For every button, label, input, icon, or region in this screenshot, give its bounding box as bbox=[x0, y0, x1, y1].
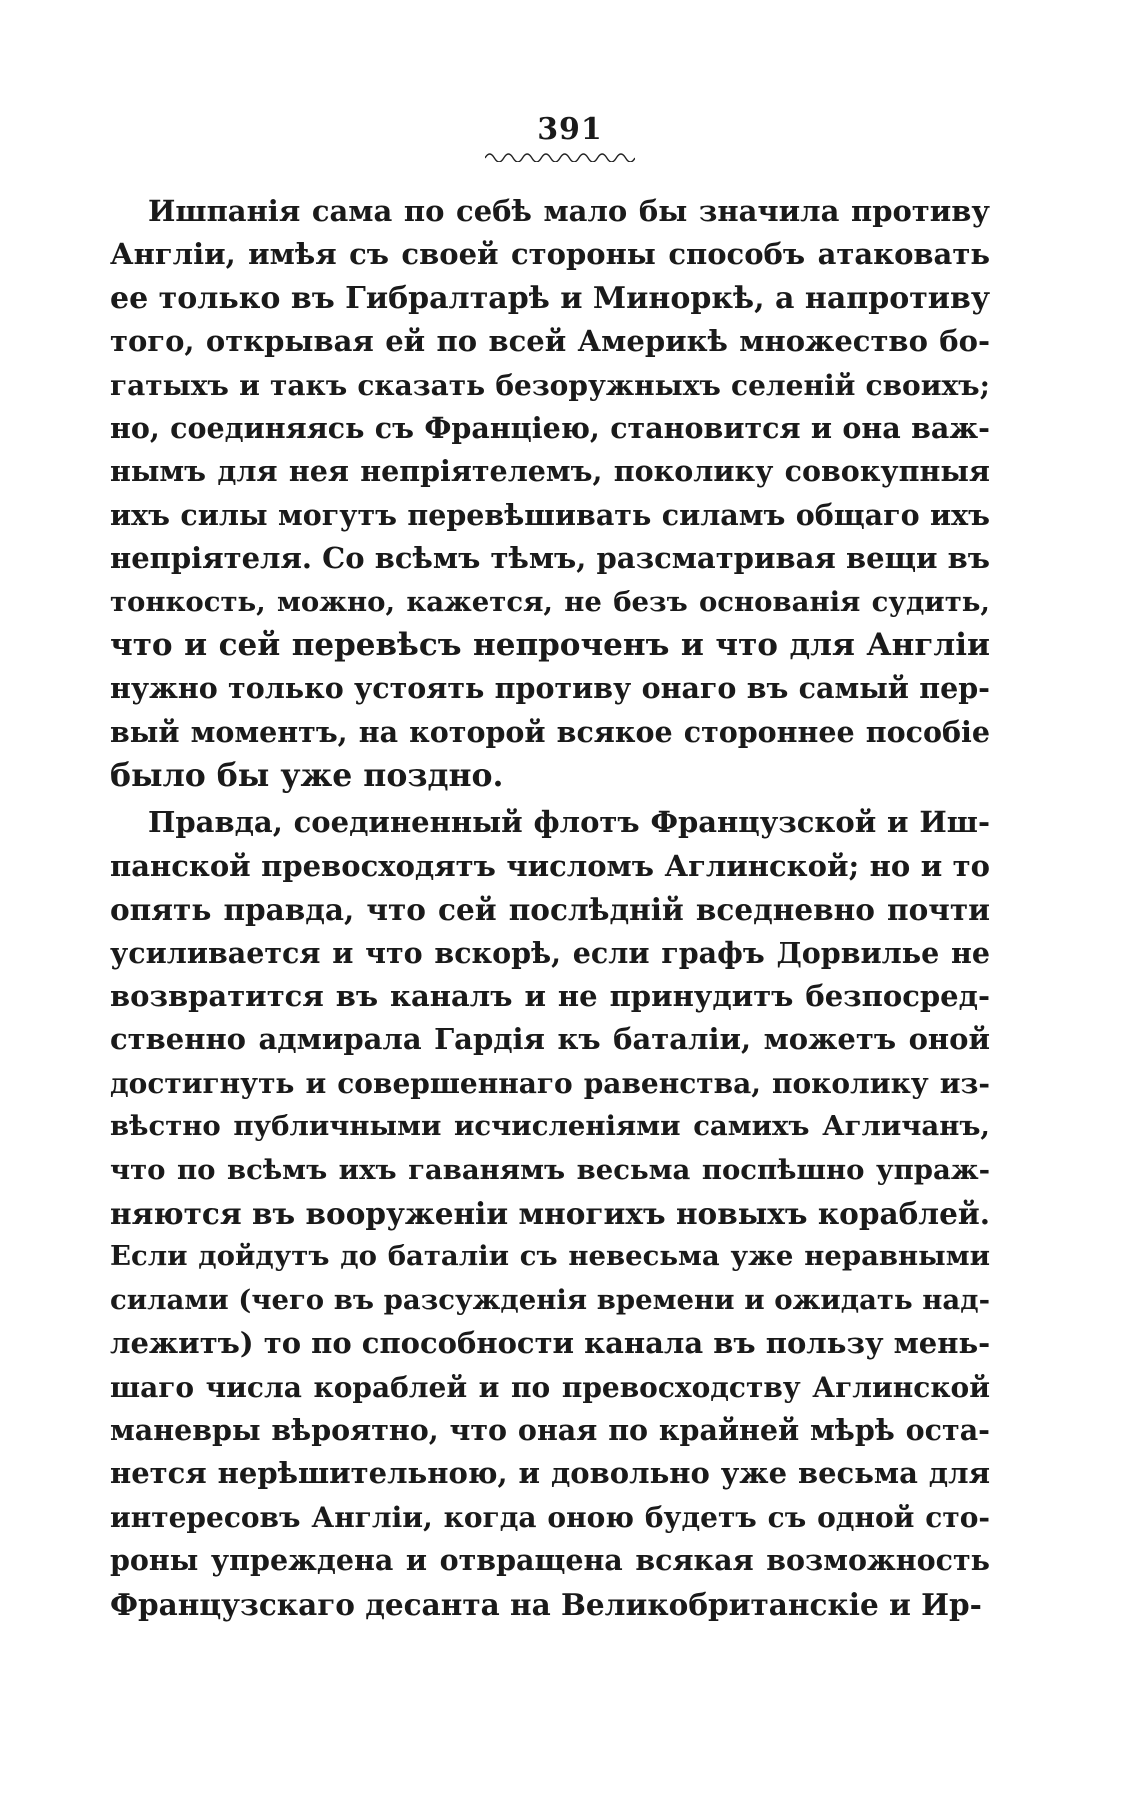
text-line: что по всѣмъ ихъ гаванямъ весьма поспѣшно упраж- bbox=[110, 1153, 990, 1186]
text-line: ихъ силы могутъ перевѣшивать силамъ общаго ихъ bbox=[110, 497, 990, 532]
text-line: ее только въ Гибралтарѣ и Миноркѣ, а напротиву bbox=[110, 280, 991, 316]
paragraph bbox=[110, 190, 990, 797]
text-line: Ишпанія сама по себѣ мало бы значила противу bbox=[148, 194, 990, 228]
text-line: Англіи, имѣя съ своей стороны способъ атаковать bbox=[110, 237, 990, 272]
text-line: вѣстно публичными исчисленіями самихъ Агличанъ, bbox=[110, 1110, 990, 1143]
text-line: Французскаго десанта на Великобританскіе и Ир- bbox=[110, 1586, 982, 1622]
text-line: нымъ для нея непріятелемъ, поколику совокупныя bbox=[110, 454, 990, 489]
text-line: опять правда, что сей послѣдній вседневно почти bbox=[110, 892, 990, 928]
text-line: гатыхъ и такъ сказать безоружныхъ селеній своихъ; bbox=[110, 368, 990, 402]
text-line: было бы уже поздно. bbox=[110, 757, 504, 795]
text-line: интересовъ Англіи, когда оною будетъ съ одной сто- bbox=[110, 1500, 990, 1534]
text-line: что и сей перевѣсъ непроченъ и что для Англіи bbox=[110, 626, 990, 663]
text-line: силами (чего въ разсужденія времени и ожидать над- bbox=[110, 1283, 990, 1316]
text-line: роны упреждена и отвращена всякая возможность bbox=[110, 1543, 990, 1578]
text-line: Правда, соединенный флотъ Французской и Иш- bbox=[148, 805, 990, 840]
text-line: тонкость, можно, кажется, не безъ основанія судить, bbox=[110, 585, 990, 618]
text-line: лежитъ) то по способности канала въ пользу мень- bbox=[110, 1326, 991, 1361]
text-line: вый моментъ, на которой всякое стороннее пособіе bbox=[110, 714, 990, 749]
text-line: усиливается и что вскорѣ, если графъ Дорвилье не bbox=[110, 935, 990, 970]
text-line: ственно адмирала Гардія къ баталіи, можетъ оной bbox=[110, 1022, 990, 1057]
text-line: нужно только устоять противу онаго въ самый пер- bbox=[110, 671, 990, 706]
page-number: 391 bbox=[537, 112, 603, 147]
text-line: шаго числа кораблей и по превосходству Аглинской bbox=[110, 1370, 990, 1404]
text-line: нется нерѣшительною, и довольно уже весьма для bbox=[110, 1456, 990, 1491]
wavy-rule-ornament bbox=[485, 150, 635, 162]
text-line: панской превосходятъ числомъ Аглинской; но и то bbox=[110, 848, 990, 883]
text-line: няются въ вооруженіи многихъ новыхъ кораблей. bbox=[110, 1195, 990, 1231]
text-line: но, соединяясь съ Франціею, становится и она важ- bbox=[110, 410, 990, 445]
text-line: маневры вѣроятно, что оная по крайней мѣрѣ оста- bbox=[110, 1412, 990, 1447]
text-line: непріятеля. Со всѣмъ тѣмъ, разсматривая вещи въ bbox=[110, 541, 990, 576]
body-text bbox=[110, 190, 990, 1626]
text-line: того, открывая ей по всей Америкѣ множество бо- bbox=[110, 324, 990, 359]
text-line: достигнуть и совершеннаго равенства, поколику из- bbox=[110, 1066, 990, 1100]
text-line: Если дойдутъ до баталіи съ невесьма уже неравными bbox=[110, 1240, 990, 1273]
paragraph bbox=[110, 801, 990, 1625]
text-line: возвратится въ каналъ и не принудитъ безпосред- bbox=[110, 979, 990, 1014]
